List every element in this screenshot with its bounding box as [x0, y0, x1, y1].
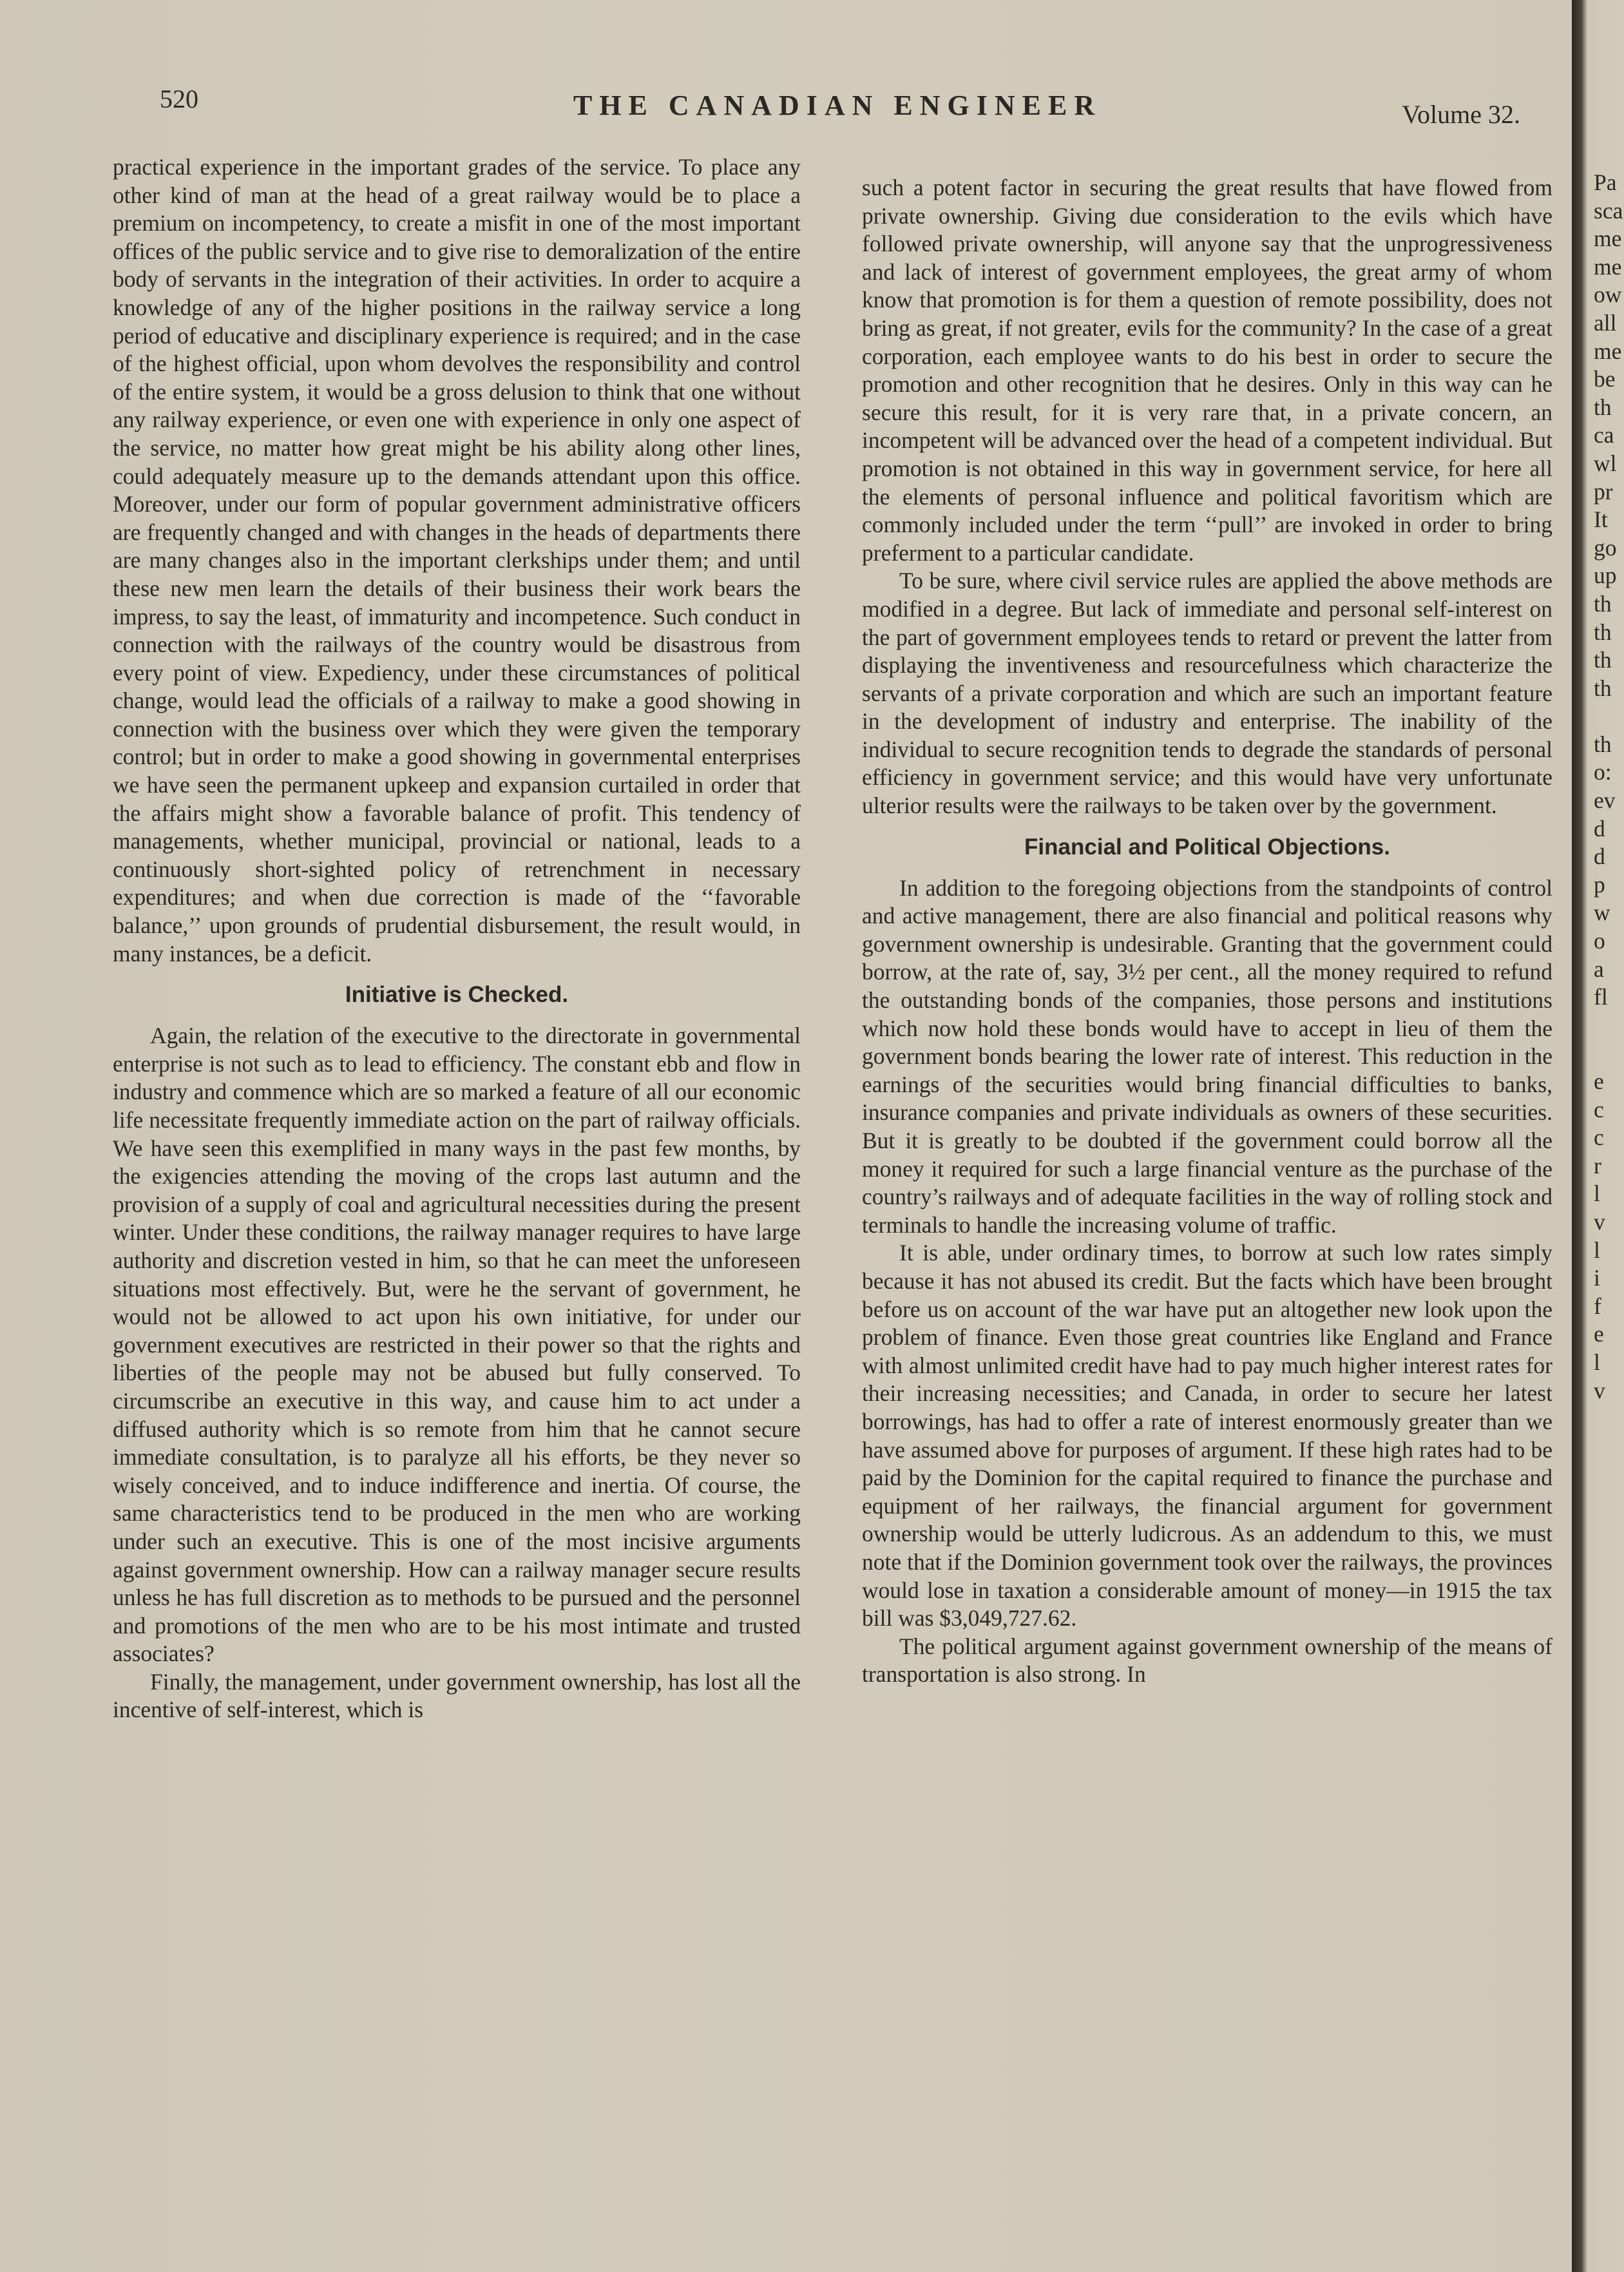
next-page-fragment: fl: [1594, 984, 1608, 1010]
next-page-fragment: go: [1594, 534, 1617, 561]
next-page-fragment: me: [1594, 226, 1622, 252]
right-column: [862, 174, 1552, 1689]
section-heading: Financial and Political Objections.: [1024, 834, 1390, 860]
next-page-fragment: c: [1594, 1096, 1604, 1122]
next-page-fragment: d: [1594, 843, 1605, 870]
next-page-fragment: th: [1594, 731, 1612, 757]
section-heading: Initiative is Checked.: [345, 982, 569, 1008]
next-page-fragment: all: [1594, 309, 1617, 336]
next-page-fragment: up: [1594, 563, 1617, 589]
next-page-fragment: v: [1594, 1208, 1605, 1235]
next-page-fragment: th: [1594, 394, 1612, 420]
page-number: 520: [160, 84, 198, 113]
paragraph: Finally, the management, under government ownership, has lost all the incentive of self-interest, which is: [113, 1668, 801, 1723]
next-page-fragment: th: [1594, 590, 1612, 617]
next-page-fragment: v: [1594, 1377, 1605, 1403]
journal-title: THE CANADIAN ENGINEER: [573, 90, 1102, 121]
next-page-fragment: th: [1594, 675, 1612, 701]
next-page-fragment: Pa: [1594, 169, 1617, 195]
next-page-fragment: f: [1594, 1293, 1601, 1319]
next-page-fragment: me: [1594, 338, 1622, 364]
next-page-fragment: o:: [1594, 759, 1612, 785]
next-page-fragment: ow: [1594, 282, 1622, 308]
left-column: [113, 153, 801, 1724]
next-page-fragment: wl: [1594, 450, 1617, 476]
paragraph: In addition to the foregoing objections from the standpoints of control and active management, there are also financial and political reasons why government ownership is undesirable. Granting that the government could borrow, at the rate of, say, 3½ per cent., all the money required to refund the outstanding bonds of the companies, those persons and institutions which now hold these bonds would have to accept in lieu of them the government bonds bearing the lower rate of interest. This reduction in the earnings of the securities would bring financial difficulties to banks, insurance companies and private individuals as owners of these securities. But it is greatly to be doubted if the government could borrow all the money it required for such a large financial venture as the purchase of the country’s railways and of adequate facilities in the way of rolling stock and terminals to handle the increasing volume of traffic.: [862, 874, 1552, 1238]
next-page-fragment: [1594, 1039, 1624, 1068]
paragraph: Again, the relation of the executive to the directorate in governmental enterprise is not such as to lead to efficiency. The constant ebb and flow in industry and commence which are so marked a feature of all our economic life necessitate frequently immediate action on the part of railway officials. We have seen this exemplified in many ways in the past few months, by the exigencies attending the moving of the crops last autumn and the provision of a supply of coal and agricultural necessities during the present winter. Under these conditions, the railway manager requires to have large authority and discretion vested in him, so that he can meet the unforeseen situations most effectively. But, were he the servant of government, he would not be allowed to act upon his own initiative, for under our government executives are restricted in their power so that the rights and liberties of the people may not be abused but fully conserved. To circumscribe an executive in this way, and cause him to act under a diffused authority which is so remote from him that he cannot secure immediate consultation, is to paralyze all his efforts, be they never so wisely conceived, and to induce indifference and inertia. Of course, the same characteristics tend to be produced in the men who are working under such an executive. This is one of the most incisive arguments against government ownership. How can a railway manager secure results unless he has full discretion as to methods to be pursued and the personnel and promotions of the men who are to be his most intimate and trusted associates?: [113, 1023, 801, 1667]
next-page-fragment: i: [1594, 1265, 1600, 1291]
next-page-fragment: e: [1594, 1321, 1604, 1347]
volume-label: Volume 32.: [1402, 100, 1520, 129]
next-page-fragment: l: [1594, 1180, 1600, 1207]
next-page-fragment: d: [1594, 815, 1605, 842]
paragraph: The political argument against government ownership of the means of transportation is also strong. In: [862, 1633, 1552, 1688]
next-page-fragment: [1594, 1012, 1624, 1040]
next-page-fragment: [1594, 702, 1624, 731]
next-page-fragment: l: [1594, 1349, 1600, 1375]
next-page-fragment: p: [1594, 871, 1605, 898]
next-page-fragment: th: [1594, 619, 1612, 645]
next-page-fragment: pr: [1594, 478, 1613, 505]
next-page-fragment: l: [1594, 1237, 1600, 1263]
next-page-fragment: It: [1594, 506, 1608, 533]
next-page-fragment: c: [1594, 1124, 1604, 1151]
next-page-fragment: o: [1594, 928, 1605, 954]
next-page-fragment: th: [1594, 647, 1612, 673]
paragraph: To be sure, where civil service rules are applied the above methods are modified in a degree. But lack of immediate and personal self-interest on the part of government employees tends to retard or prevent the latter from displaying the inventiveness and resourcefulness which characterize the servants of a private corporation and which are such an important feature in the development of industry and enterprise. The inability of the individual to secure recognition tends to degrade the standards of personal efficiency in government service; and this would have very unfortunate ulterior results were the railways to be taken over by the government.: [862, 568, 1552, 819]
next-page-fragment: r: [1594, 1152, 1601, 1179]
next-page-fragment: me: [1594, 253, 1622, 280]
next-page-fragment: sca: [1594, 197, 1623, 224]
next-page-fragment: e: [1594, 1068, 1604, 1094]
next-page-fragment: ev: [1594, 787, 1616, 814]
paragraph: It is able, under ordinary times, to borrow at such low rates simply because it has not abused its credit. But the facts which have been brought before us on account of the war have put an altogether new look upon the problem of finance. Even those great countries like England and France with almost unlimited credit have had to pay much higher interest rates for their increasing necessities; and Canada, in order to secure her latest borrowings, has had to offer a rate of interest enormously greater than we have assumed above for purposes of argument. If these high rates had to be paid by the Dominion for the capital required to finance the purchase and equipment of her railways, the financial argument for government ownership would be utterly ludicrous. As an addendum to this, we must note that if the Dominion government took over the railways, the provinces would lose in taxation a considerable amount of money—in 1915 the tax bill was $3,049,727.62.: [862, 1240, 1552, 1632]
page-header: [155, 77, 1520, 129]
paragraph: such a potent factor in securing the great results that have flowed from private ownership. Giving due consideration to the evils which have followed private ownership, will anyone say that the unprogressiveness and lack of interest of government employees, the great army of whom know that promotion is for them a question of remote possibility, does not bring as great, if not greater, evils for the community? In the case of a great corporation, each employee wants to do his best in order to secure the promotion and other recognition that he desires. Only in this way can he secure this result, for it is very rare that, in a private concern, an incompetent will be advanced over the head of a competent individual. But promotion is not obtained in this way in government service, for here all the elements of personal influence and political favoritism which are commonly included under the term ‘‘pull’’ are invoked in order to bring preferment to a particular candidate.: [862, 175, 1552, 566]
next-page-fragment: a: [1594, 956, 1604, 982]
next-page-fragment: be: [1594, 366, 1616, 392]
next-page-fragment: w: [1594, 900, 1610, 926]
next-page-edge-text: [1594, 169, 1624, 1405]
next-page-fragment: ca: [1594, 422, 1614, 448]
paragraph: practical experience in the important grades of the service. To place any other kind of man at the head of a great railway would be to place a premium on incompetency, to create a misfit in one of the most important offices of the public service and to give rise to demoralization of the entire body of servants in the integration of their activities. In order to acquire a knowledge of any of the higher positions in the railway service a long period of educative and disciplinary experience is required; and in the case of the highest official, upon whom devolves the responsibility and control of the entire system, it would be a gross delusion to think that one without any railway experience, or even one with experience in only one aspect of the service, no matter how great might be his ability along other lines, could adequately measure up to the demands attendant upon this office. Moreover, under our form of popular government administrative officers are frequently changed and with changes in the heads of departments there are many changes also in the important clerkships under them; and until these new men learn the details of their business their work bears the impress, to say the least, of immaturity and incompetence. Such conduct in connection with the railways of the country would be disastrous from every point of view. Expediency, under these circumstances of political change, would lead the officials of a railway to make a good showing in connection with the business over which they were given the temporary control; but in order to make a good showing in governmental enterprises we have seen the permanent upkeep and expansion curtailed in order that the affairs might show a favorable balance of profit. This tendency of managements, whether municipal, provincial or national, leads to a continuously short-sighted policy of retrenchment in necessary expenditures; and when due correction is made of the ‘‘favorable balance,’’ upon grounds of prudential disbursement, the result would, in many instances, be a deficit.: [113, 154, 801, 967]
